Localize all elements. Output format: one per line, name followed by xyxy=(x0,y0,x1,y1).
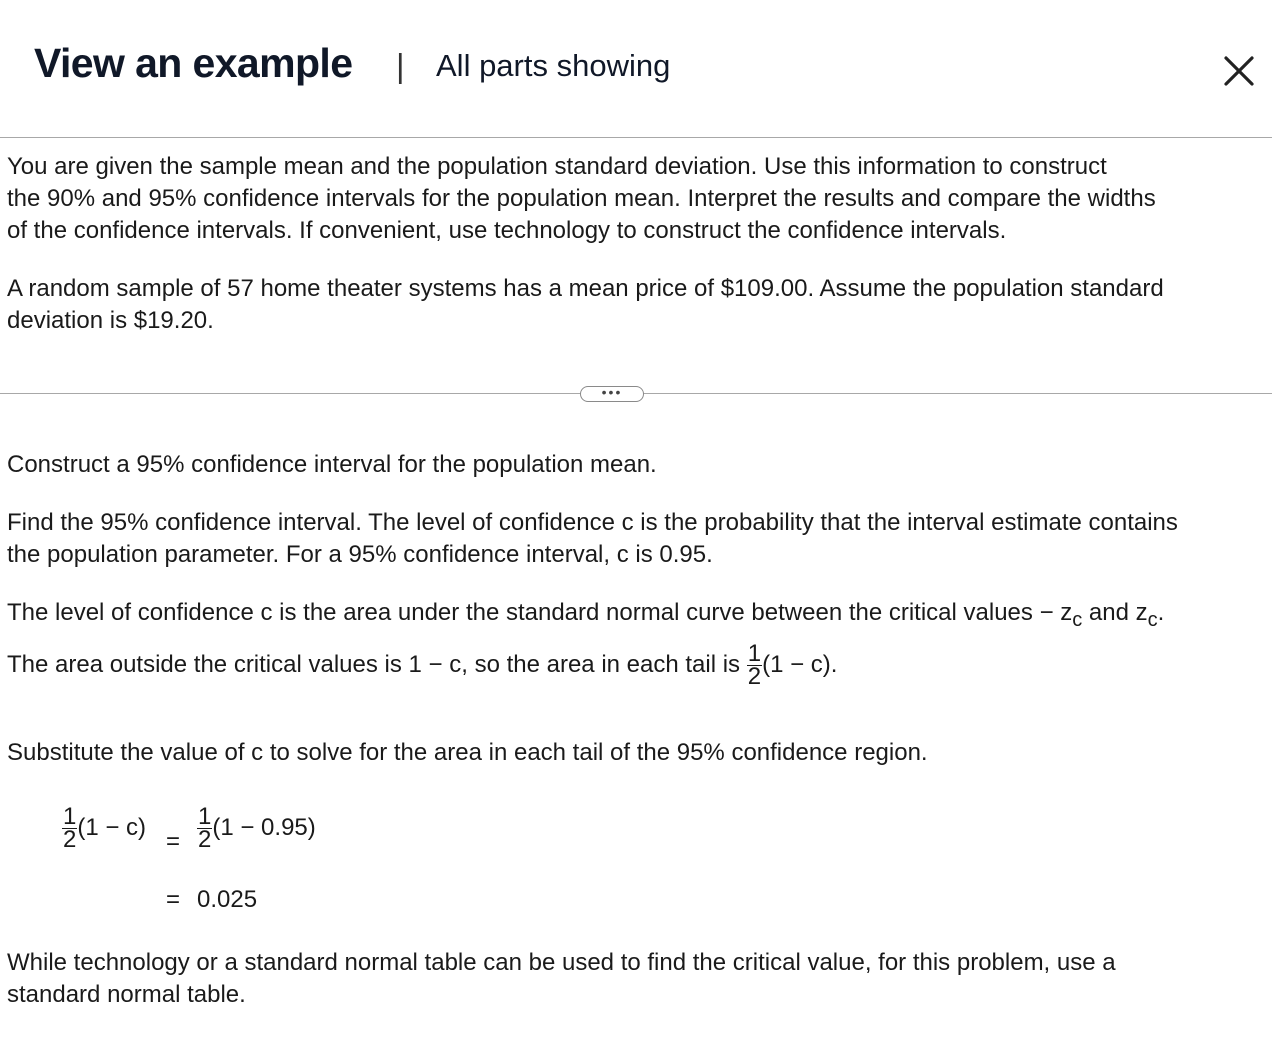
tech-line-2: standard normal table. xyxy=(7,981,246,1008)
dialog-subtitle: All parts showing xyxy=(436,48,671,83)
area-frac-num: 1 xyxy=(747,640,762,667)
level-sub-1: c xyxy=(1072,609,1083,631)
eq-rhs-after: (1 − 0.95) xyxy=(212,813,316,841)
dialog-title: View an example xyxy=(34,40,353,86)
close-button[interactable] xyxy=(1218,50,1260,92)
eq-lhs-after: (1 − c) xyxy=(77,813,147,841)
eq-result: 0.025 xyxy=(197,886,258,913)
substitute-line: Substitute the value of c to solve for the area in each tail of the 95% confidence region. xyxy=(7,739,928,766)
area-after: (1 − c). xyxy=(762,650,838,678)
find-line-1: Find the 95% confidence interval. The level of confidence c is the probability that the interval estimate contains xyxy=(7,509,1178,536)
eq-equals-1: = xyxy=(166,828,181,855)
part-heading: Construct a 95% confidence interval for the population mean. xyxy=(7,451,657,478)
eq-rhs-den: 2 xyxy=(198,826,212,853)
problem-sample-line-1: A random sample of 57 home theater systems has a mean price of $109.00. Assume the population standard xyxy=(7,275,1164,302)
level-end: . xyxy=(1157,599,1165,626)
tech-line-1: While technology or a standard normal table can be used to find the critical value, for this problem, use a xyxy=(7,949,1116,976)
level-sub-2: c xyxy=(1147,609,1158,631)
eq-rhs-fraction xyxy=(197,803,212,853)
area-line xyxy=(7,640,838,690)
problem-intro-line-2: the 90% and 95% confidence intervals for the population mean. Interpret the results and compare the widths xyxy=(7,185,1156,212)
close-icon xyxy=(1218,50,1260,92)
eq-lhs-fraction xyxy=(62,803,77,853)
area-fraction xyxy=(747,640,762,690)
confidence-level-line xyxy=(7,597,1164,629)
eq-lhs-num: 1 xyxy=(63,803,77,830)
dialog-header xyxy=(0,0,1272,138)
problem-sample-line-2: deviation is $19.20. xyxy=(7,307,214,334)
eq-lhs-den: 2 xyxy=(63,826,77,853)
level-prefix: The level of confidence c is the area under the standard normal curve between the critical values − z xyxy=(7,599,1073,626)
expand-more-button[interactable]: ••• xyxy=(580,386,644,402)
eq-equals-2: = xyxy=(166,886,181,913)
title-separator: | xyxy=(396,47,405,84)
area-frac-den: 2 xyxy=(747,663,762,690)
problem-intro-line-3: of the confidence intervals. If convenient, use technology to construct the confidence intervals. xyxy=(7,217,1007,244)
area-text: The area outside the critical values is 1 − c, so the area in each tail is xyxy=(7,650,747,678)
equation-rhs xyxy=(197,803,316,853)
level-mid: and z xyxy=(1082,599,1148,626)
find-line-2: the population parameter. For a 95% confidence interval, c is 0.95. xyxy=(7,541,713,568)
problem-intro-line-1: You are given the sample mean and the population standard deviation. Use this information to construct xyxy=(7,153,1107,180)
eq-rhs-num: 1 xyxy=(198,803,212,830)
equation-lhs xyxy=(62,803,147,853)
